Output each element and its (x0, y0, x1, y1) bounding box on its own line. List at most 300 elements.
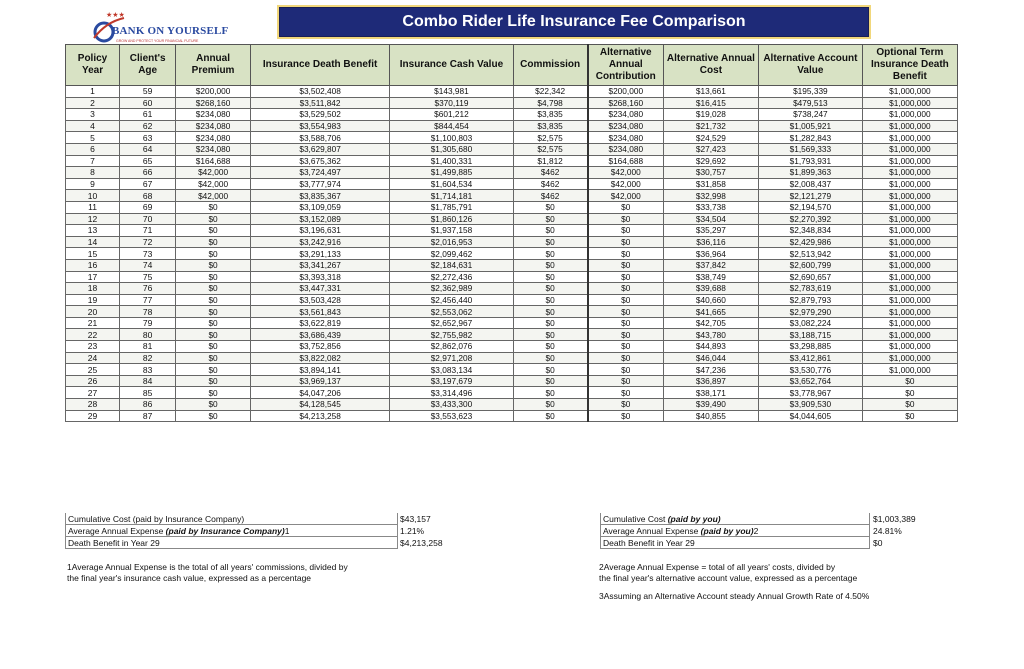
table-cell-alt-cost: $31,858 (663, 178, 758, 190)
table-cell-alt-contrib: $0 (588, 294, 664, 306)
table-cell-commission: $0 (513, 248, 588, 260)
table-cell-commission: $0 (513, 399, 588, 411)
table-cell-death: $3,109,059 (250, 201, 389, 213)
table-cell-alt-value: $2,783,619 (758, 283, 862, 295)
table-cell-alt-value: $3,298,885 (758, 341, 862, 353)
table-cell-commission: $3,835 (513, 120, 588, 132)
header-policy-year: Policy Year (66, 45, 120, 86)
table-cell-term: $1,000,000 (862, 306, 957, 318)
table-cell-alt-contrib: $0 (588, 410, 664, 422)
table-cell-commission: $0 (513, 375, 588, 387)
table-cell-commission: $0 (513, 387, 588, 399)
table-cell-term: $1,000,000 (862, 132, 957, 144)
table-cell-premium: $0 (176, 201, 251, 213)
table-cell-death: $3,835,367 (250, 190, 389, 202)
table-cell-age: 82 (120, 352, 176, 364)
table-cell-alt-contrib: $268,160 (588, 97, 664, 109)
table-cell-alt-contrib: $0 (588, 306, 664, 318)
table-cell-death: $3,822,082 (250, 352, 389, 364)
table-cell-term: $0 (862, 387, 957, 399)
table-cell-age: 65 (120, 155, 176, 167)
table-cell-commission: $0 (513, 213, 588, 225)
table-cell-premium: $0 (176, 225, 251, 237)
table-cell-term: $1,000,000 (862, 225, 957, 237)
table-cell-death: $3,969,137 (250, 375, 389, 387)
table-cell-alt-contrib: $42,000 (588, 178, 664, 190)
table-row (66, 283, 958, 295)
table-cell-alt-value: $2,879,793 (758, 294, 862, 306)
table-cell-alt-value: $2,513,942 (758, 248, 862, 260)
table-cell-year: 25 (66, 364, 120, 376)
summary-left-label: Average Annual Expense (paid by Insurance Company)1 (65, 525, 398, 537)
table-cell-term: $1,000,000 (862, 341, 957, 353)
table-row (66, 143, 958, 155)
table-cell-alt-cost: $32,998 (663, 190, 758, 202)
table-cell-alt-cost: $40,855 (663, 410, 758, 422)
table-cell-year: 16 (66, 259, 120, 271)
table-cell-alt-value: $3,652,764 (758, 375, 862, 387)
table-cell-cash: $3,314,496 (390, 387, 513, 399)
summary-right-value: $0 (873, 538, 883, 548)
table-row (66, 329, 958, 341)
table-cell-cash: $2,553,062 (390, 306, 513, 318)
table-cell-term: $1,000,000 (862, 109, 957, 121)
table-cell-cash: $2,755,982 (390, 329, 513, 341)
summary-left-label: Death Benefit in Year 29 (65, 537, 398, 549)
summary-left-value: $43,157 (400, 514, 431, 524)
table-cell-death: $4,213,258 (250, 410, 389, 422)
table-cell-death: $3,242,916 (250, 236, 389, 248)
table-cell-cash: $2,652,967 (390, 317, 513, 329)
table-cell-cash: $2,862,076 (390, 341, 513, 353)
table-row (66, 294, 958, 306)
table-cell-age: 75 (120, 271, 176, 283)
table-cell-term: $1,000,000 (862, 213, 957, 225)
svg-text:★★★: ★★★ (106, 11, 125, 19)
table-cell-age: 62 (120, 120, 176, 132)
table-cell-death: $3,622,819 (250, 317, 389, 329)
table-cell-term: $1,000,000 (862, 143, 957, 155)
table-cell-year: 15 (66, 248, 120, 260)
table-cell-year: 7 (66, 155, 120, 167)
summary-right-label: Cumulative Cost (paid by you) (600, 513, 870, 525)
table-row (66, 86, 958, 98)
table-cell-year: 21 (66, 317, 120, 329)
table-cell-alt-cost: $16,415 (663, 97, 758, 109)
table-cell-alt-value: $738,247 (758, 109, 862, 121)
table-cell-death: $3,894,141 (250, 364, 389, 376)
table-cell-alt-cost: $44,893 (663, 341, 758, 353)
table-cell-alt-cost: $33,738 (663, 201, 758, 213)
table-row (66, 364, 958, 376)
table-cell-term: $0 (862, 399, 957, 411)
table-cell-commission: $0 (513, 294, 588, 306)
table-cell-cash: $3,553,623 (390, 410, 513, 422)
table-cell-death: $3,502,408 (250, 86, 389, 98)
table-cell-term: $1,000,000 (862, 259, 957, 271)
header-commission: Commission (513, 45, 588, 86)
table-row (66, 248, 958, 260)
table-cell-alt-contrib: $0 (588, 259, 664, 271)
table-row (66, 399, 958, 411)
table-cell-year: 29 (66, 410, 120, 422)
table-cell-death: $4,047,206 (250, 387, 389, 399)
table-cell-alt-cost: $36,116 (663, 236, 758, 248)
summary-left-label: Cumulative Cost (paid by Insurance Company) (65, 513, 398, 525)
table-cell-alt-cost: $37,842 (663, 259, 758, 271)
table-cell-age: 81 (120, 341, 176, 353)
table-cell-alt-contrib: $0 (588, 236, 664, 248)
table-cell-premium: $0 (176, 364, 251, 376)
table-cell-alt-cost: $46,044 (663, 352, 758, 364)
table-cell-alt-contrib: $164,688 (588, 155, 664, 167)
table-cell-premium: $0 (176, 317, 251, 329)
table-cell-year: 18 (66, 283, 120, 295)
table-cell-age: 71 (120, 225, 176, 237)
table-cell-age: 79 (120, 317, 176, 329)
table-cell-alt-value: $2,600,799 (758, 259, 862, 271)
table-cell-alt-value: $2,429,986 (758, 236, 862, 248)
table-cell-term: $1,000,000 (862, 364, 957, 376)
logo-tagline: GROW AND PROTECT YOUR FINANCIAL FUTURE (116, 39, 199, 43)
table-row (66, 201, 958, 213)
table-cell-death: $3,447,331 (250, 283, 389, 295)
table-cell-year: 3 (66, 109, 120, 121)
table-body (66, 86, 958, 422)
table-cell-premium: $0 (176, 375, 251, 387)
summary-row (65, 513, 958, 525)
table-cell-commission: $2,575 (513, 143, 588, 155)
table-cell-premium: $268,160 (176, 97, 251, 109)
table-cell-alt-contrib: $0 (588, 387, 664, 399)
header-insurance-cash-value: Insurance Cash Value (390, 45, 513, 86)
table-cell-death: $3,511,842 (250, 97, 389, 109)
table-cell-commission: $3,835 (513, 109, 588, 121)
table-cell-year: 12 (66, 213, 120, 225)
header-optional-term-death-benefit: Optional Term Insurance Death Benefit (862, 45, 957, 86)
table-cell-year: 1 (66, 86, 120, 98)
table-row (66, 120, 958, 132)
table-row (66, 271, 958, 283)
table-row (66, 225, 958, 237)
table-cell-year: 2 (66, 97, 120, 109)
table-cell-cash: $1,714,181 (390, 190, 513, 202)
table-cell-alt-cost: $24,529 (663, 132, 758, 144)
table-cell-death: $3,554,983 (250, 120, 389, 132)
header-alternative-account-value: Alternative Account Value (758, 45, 862, 86)
table-row (66, 317, 958, 329)
table-cell-term: $1,000,000 (862, 317, 957, 329)
table-cell-death: $3,675,362 (250, 155, 389, 167)
table-cell-commission: $4,798 (513, 97, 588, 109)
table-cell-commission: $1,812 (513, 155, 588, 167)
table-cell-commission: $0 (513, 341, 588, 353)
footnote-line: the final year's alternative account value, expressed as a percentage (599, 573, 858, 583)
table-cell-premium: $0 (176, 283, 251, 295)
table-cell-year: 14 (66, 236, 120, 248)
table-cell-cash: $1,400,331 (390, 155, 513, 167)
table-cell-alt-value: $1,005,921 (758, 120, 862, 132)
table-row (66, 167, 958, 179)
table-cell-premium: $0 (176, 329, 251, 341)
table-cell-cash: $601,212 (390, 109, 513, 121)
table-cell-alt-value: $1,282,843 (758, 132, 862, 144)
table-cell-age: 72 (120, 236, 176, 248)
summary-right-label: Average Annual Expense (paid by you)2 (600, 525, 870, 537)
table-cell-age: 76 (120, 283, 176, 295)
table-cell-year: 17 (66, 271, 120, 283)
table-cell-premium: $0 (176, 248, 251, 260)
table-row (66, 410, 958, 422)
table-cell-alt-value: $3,082,224 (758, 317, 862, 329)
table-cell-death: $3,341,267 (250, 259, 389, 271)
table-cell-commission: $2,575 (513, 132, 588, 144)
table-cell-year: 10 (66, 190, 120, 202)
table-cell-alt-cost: $40,660 (663, 294, 758, 306)
table-cell-age: 84 (120, 375, 176, 387)
table-cell-alt-contrib: $0 (588, 225, 664, 237)
table-cell-premium: $42,000 (176, 178, 251, 190)
table-cell-year: 20 (66, 306, 120, 318)
table-cell-cash: $2,971,208 (390, 352, 513, 364)
table-cell-alt-contrib: $0 (588, 317, 664, 329)
table-cell-term: $1,000,000 (862, 271, 957, 283)
table-cell-alt-contrib: $0 (588, 399, 664, 411)
header-insurance-death-benefit: Insurance Death Benefit (250, 45, 389, 86)
table-cell-death: $3,561,843 (250, 306, 389, 318)
page-title: Combo Rider Life Insurance Fee Comparison (279, 7, 869, 37)
table-cell-age: 63 (120, 132, 176, 144)
table-cell-alt-contrib: $0 (588, 352, 664, 364)
summary-right-value: $1,003,389 (873, 514, 916, 524)
table-cell-premium: $0 (176, 387, 251, 399)
table-cell-term: $0 (862, 375, 957, 387)
table-cell-alt-value: $3,530,776 (758, 364, 862, 376)
table-cell-term: $1,000,000 (862, 283, 957, 295)
table-cell-commission: $0 (513, 306, 588, 318)
table-cell-year: 9 (66, 178, 120, 190)
table-cell-premium: $0 (176, 271, 251, 283)
logo-brand-text: BANK ON YOURSELF (112, 25, 229, 37)
table-cell-alt-contrib: $0 (588, 375, 664, 387)
table-cell-alt-contrib: $0 (588, 341, 664, 353)
table-cell-death: $3,196,631 (250, 225, 389, 237)
table-cell-alt-cost: $21,732 (663, 120, 758, 132)
table-cell-death: $3,152,089 (250, 213, 389, 225)
table-cell-cash: $1,100,803 (390, 132, 513, 144)
footnote-line: 1Average Annual Expense is the total of all years' commissions, divided by (67, 562, 348, 572)
fee-comparison-table (65, 44, 958, 422)
table-cell-cash: $1,499,885 (390, 167, 513, 179)
table-cell-alt-value: $195,339 (758, 86, 862, 98)
table-cell-cash: $1,604,534 (390, 178, 513, 190)
table-cell-alt-contrib: $0 (588, 248, 664, 260)
table-cell-term: $1,000,000 (862, 120, 957, 132)
table-cell-alt-value: $3,909,530 (758, 399, 862, 411)
table-cell-premium: $42,000 (176, 190, 251, 202)
table-cell-age: 70 (120, 213, 176, 225)
table-cell-age: 77 (120, 294, 176, 306)
table-cell-term: $1,000,000 (862, 190, 957, 202)
footnote-1 (67, 562, 348, 584)
table-cell-year: 5 (66, 132, 120, 144)
table-cell-alt-contrib: $0 (588, 283, 664, 295)
table-cell-year: 22 (66, 329, 120, 341)
table-row (66, 259, 958, 271)
table-cell-age: 80 (120, 329, 176, 341)
table-cell-age: 83 (120, 364, 176, 376)
table-cell-alt-cost: $41,665 (663, 306, 758, 318)
table-cell-alt-cost: $38,749 (663, 271, 758, 283)
table-cell-alt-contrib: $42,000 (588, 190, 664, 202)
table-cell-commission: $0 (513, 225, 588, 237)
table-cell-cash: $844,454 (390, 120, 513, 132)
table-cell-age: 67 (120, 178, 176, 190)
table-cell-term: $1,000,000 (862, 329, 957, 341)
table-row (66, 178, 958, 190)
table-cell-alt-cost: $47,236 (663, 364, 758, 376)
table-cell-premium: $234,080 (176, 109, 251, 121)
table-cell-alt-cost: $34,504 (663, 213, 758, 225)
table-cell-year: 27 (66, 387, 120, 399)
table-cell-alt-value: $1,899,363 (758, 167, 862, 179)
table-cell-age: 68 (120, 190, 176, 202)
table-cell-alt-contrib: $234,080 (588, 143, 664, 155)
table-row (66, 306, 958, 318)
table-cell-alt-value: $1,793,931 (758, 155, 862, 167)
table-cell-year: 26 (66, 375, 120, 387)
table-cell-cash: $2,362,989 (390, 283, 513, 295)
table-cell-death: $3,752,856 (250, 341, 389, 353)
table-row (66, 190, 958, 202)
table-cell-commission: $462 (513, 190, 588, 202)
table-cell-term: $1,000,000 (862, 167, 957, 179)
table-cell-cash: $2,016,953 (390, 236, 513, 248)
table-cell-alt-cost: $27,423 (663, 143, 758, 155)
table-cell-cash: $1,785,791 (390, 201, 513, 213)
table-row (66, 213, 958, 225)
table-cell-alt-value: $2,008,437 (758, 178, 862, 190)
summary-left-value: $4,213,258 (400, 538, 443, 548)
table-cell-alt-cost: $43,780 (663, 329, 758, 341)
table-cell-alt-cost: $36,964 (663, 248, 758, 260)
table-cell-premium: $42,000 (176, 167, 251, 179)
table-cell-alt-contrib: $0 (588, 271, 664, 283)
table-cell-alt-value: $2,348,834 (758, 225, 862, 237)
table-cell-alt-value: $2,121,279 (758, 190, 862, 202)
table-cell-term: $1,000,000 (862, 97, 957, 109)
table-cell-alt-contrib: $0 (588, 329, 664, 341)
summary-right-label: Death Benefit in Year 29 (600, 537, 870, 549)
table-cell-age: 60 (120, 97, 176, 109)
summary-row (65, 525, 958, 537)
header-annual-premium: Annual Premium (176, 45, 251, 86)
table-cell-alt-value: $1,569,333 (758, 143, 862, 155)
table-cell-alt-cost: $42,705 (663, 317, 758, 329)
table-cell-term: $1,000,000 (862, 178, 957, 190)
table-cell-cash: $2,184,631 (390, 259, 513, 271)
summary-right-value: 24.81% (873, 526, 902, 536)
table-cell-death: $3,291,133 (250, 248, 389, 260)
table-cell-commission: $0 (513, 317, 588, 329)
table-cell-term: $1,000,000 (862, 294, 957, 306)
table-cell-age: 61 (120, 109, 176, 121)
table-cell-alt-cost: $13,661 (663, 86, 758, 98)
table-row (66, 387, 958, 399)
table-cell-cash: $2,099,462 (390, 248, 513, 260)
table-cell-term: $1,000,000 (862, 248, 957, 260)
table-cell-alt-contrib: $0 (588, 364, 664, 376)
table-cell-commission: $462 (513, 178, 588, 190)
table-cell-commission: $0 (513, 329, 588, 341)
summary-left-value: 1.21% (400, 526, 425, 536)
table-cell-year: 6 (66, 143, 120, 155)
table-cell-commission: $0 (513, 352, 588, 364)
company-logo (86, 8, 236, 48)
table-cell-year: 4 (66, 120, 120, 132)
table-cell-commission: $22,342 (513, 86, 588, 98)
table-cell-age: 73 (120, 248, 176, 260)
table-cell-year: 24 (66, 352, 120, 364)
table-cell-alt-contrib: $0 (588, 201, 664, 213)
table-cell-premium: $164,688 (176, 155, 251, 167)
table-cell-age: 64 (120, 143, 176, 155)
table-cell-death: $3,777,974 (250, 178, 389, 190)
table-cell-alt-value: $2,979,290 (758, 306, 862, 318)
table-cell-death: $3,588,706 (250, 132, 389, 144)
table-cell-premium: $0 (176, 352, 251, 364)
table-cell-premium: $0 (176, 399, 251, 411)
table-cell-commission: $0 (513, 410, 588, 422)
table-cell-age: 87 (120, 410, 176, 422)
table-cell-alt-cost: $38,171 (663, 387, 758, 399)
table-cell-cash: $1,860,126 (390, 213, 513, 225)
table-cell-death: $4,128,545 (250, 399, 389, 411)
table-cell-premium: $0 (176, 294, 251, 306)
table-cell-cash: $1,937,158 (390, 225, 513, 237)
table-row (66, 132, 958, 144)
footnote-3: 3Assuming an Alternative Account steady Annual Growth Rate of 4.50% (599, 591, 870, 601)
table-row (66, 109, 958, 121)
summary-row (65, 537, 958, 549)
table-cell-death: $3,529,502 (250, 109, 389, 121)
summary-section (65, 513, 958, 549)
table-cell-year: 13 (66, 225, 120, 237)
table-cell-alt-contrib: $234,080 (588, 120, 664, 132)
table-cell-alt-value: $4,044,605 (758, 410, 862, 422)
table-cell-alt-cost: $29,692 (663, 155, 758, 167)
header-alternative-annual-contribution: Alternative Annual Contribution (588, 45, 664, 86)
table-row (66, 352, 958, 364)
table-row (66, 236, 958, 248)
table-cell-commission: $0 (513, 283, 588, 295)
table-cell-alt-value: $3,778,967 (758, 387, 862, 399)
table-cell-alt-contrib: $234,080 (588, 132, 664, 144)
table-cell-alt-contrib: $42,000 (588, 167, 664, 179)
table-cell-alt-contrib: $234,080 (588, 109, 664, 121)
table-cell-alt-cost: $39,688 (663, 283, 758, 295)
table-cell-premium: $0 (176, 410, 251, 422)
table-cell-death: $3,503,428 (250, 294, 389, 306)
table-cell-alt-value: $2,270,392 (758, 213, 862, 225)
table-cell-term: $1,000,000 (862, 86, 957, 98)
table-cell-alt-contrib: $0 (588, 213, 664, 225)
table-cell-age: 69 (120, 201, 176, 213)
table-cell-premium: $234,080 (176, 132, 251, 144)
table-cell-premium: $234,080 (176, 143, 251, 155)
footnote-line: the final year's insurance cash value, expressed as a percentage (67, 573, 312, 583)
table-cell-premium: $0 (176, 306, 251, 318)
